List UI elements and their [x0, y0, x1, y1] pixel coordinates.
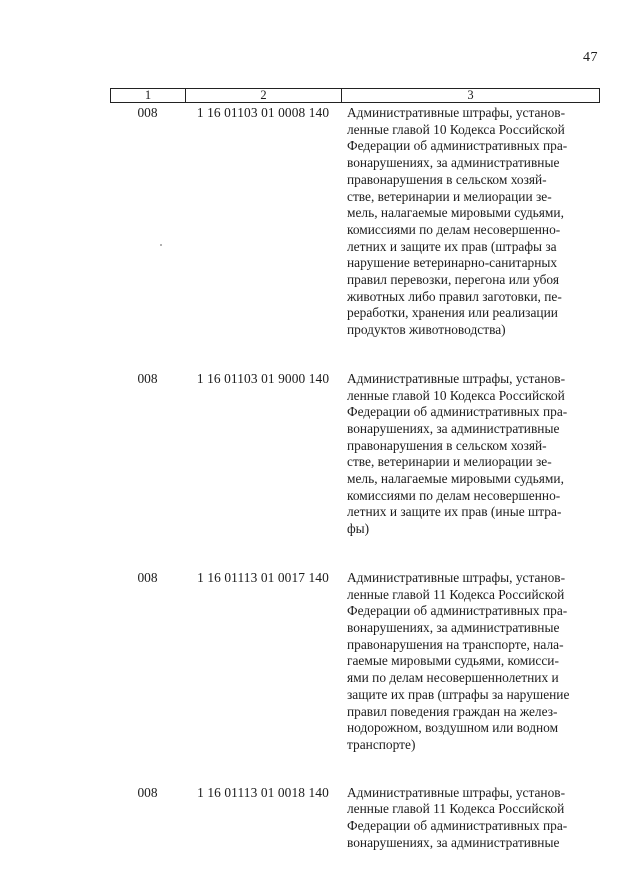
description-cell: Административные штрафы, установ- ленные главой 11 Кодекса Российской Федерации об административных пра- вонарушениях, за административные: [347, 784, 568, 850]
table-header-row: [110, 88, 600, 103]
column-header-1: 1: [111, 89, 186, 102]
page-number: 47: [583, 50, 598, 65]
table-row: [110, 570, 600, 754]
description-cell: Административные штрафы, установ- ленные главой 10 Кодекса Российской Федерации об административных пра- вонарушениях, за административные правонарушения в сельском хозяй- стве, ветеринарии и мелиорации зе- мель, налагаемые мировыми судьями, комиссиями по делам несовершенно- летних и защите их прав (штрафы за нарушение ветеринарно-санитарных правил перевозки, перегона или убоя животных либо правил заготовки, пе- реработки, хранения или реализации продуктов животноводства): [347, 105, 568, 338]
scan-speck: [160, 244, 162, 246]
admin-code-cell: 008: [137, 784, 158, 800]
admin-code-cell: 008: [137, 370, 158, 386]
budget-code-cell: 1 16 01113 01 0017 140: [197, 569, 329, 585]
budget-code-cell: 1 16 01103 01 0008 140: [196, 105, 330, 120]
column-header-3: 3: [467, 88, 474, 102]
table-row: [110, 785, 600, 852]
admin-code-cell: 008: [137, 569, 158, 585]
table-row: [110, 371, 600, 538]
budget-code-cell: 1 16 01103 01 9000 140: [196, 370, 330, 386]
column-header-2: 2: [186, 89, 342, 102]
admin-code-cell: 008: [137, 105, 158, 120]
budget-code-cell: 1 16 01113 01 0018 140: [197, 784, 329, 800]
description-cell: Административные штрафы, установ- ленные главой 11 Кодекса Российской Федерации об административных пра- вонарушениях, за административные правонарушения на транспорте, нала- гаемые мировыми судьями, комисси- ями по делам несовершеннолетних и защите их прав (штрафы за нарушение правил поведения граждан на желез- нодорожном, воздушном или водном транспорте): [347, 569, 570, 752]
table-row: [110, 105, 600, 339]
description-cell: Административные штрафы, установ- ленные главой 10 Кодекса Российской Федерации об административных пра- вонарушениях, за административные правонарушения в сельском хозяй- стве, ветеринарии и мелиорации зе- мель, налагаемые мировыми судьями, комиссиями по делам несовершенно- летних и защите их прав (иные штра- фы): [347, 370, 568, 537]
table-body: [110, 105, 600, 851]
